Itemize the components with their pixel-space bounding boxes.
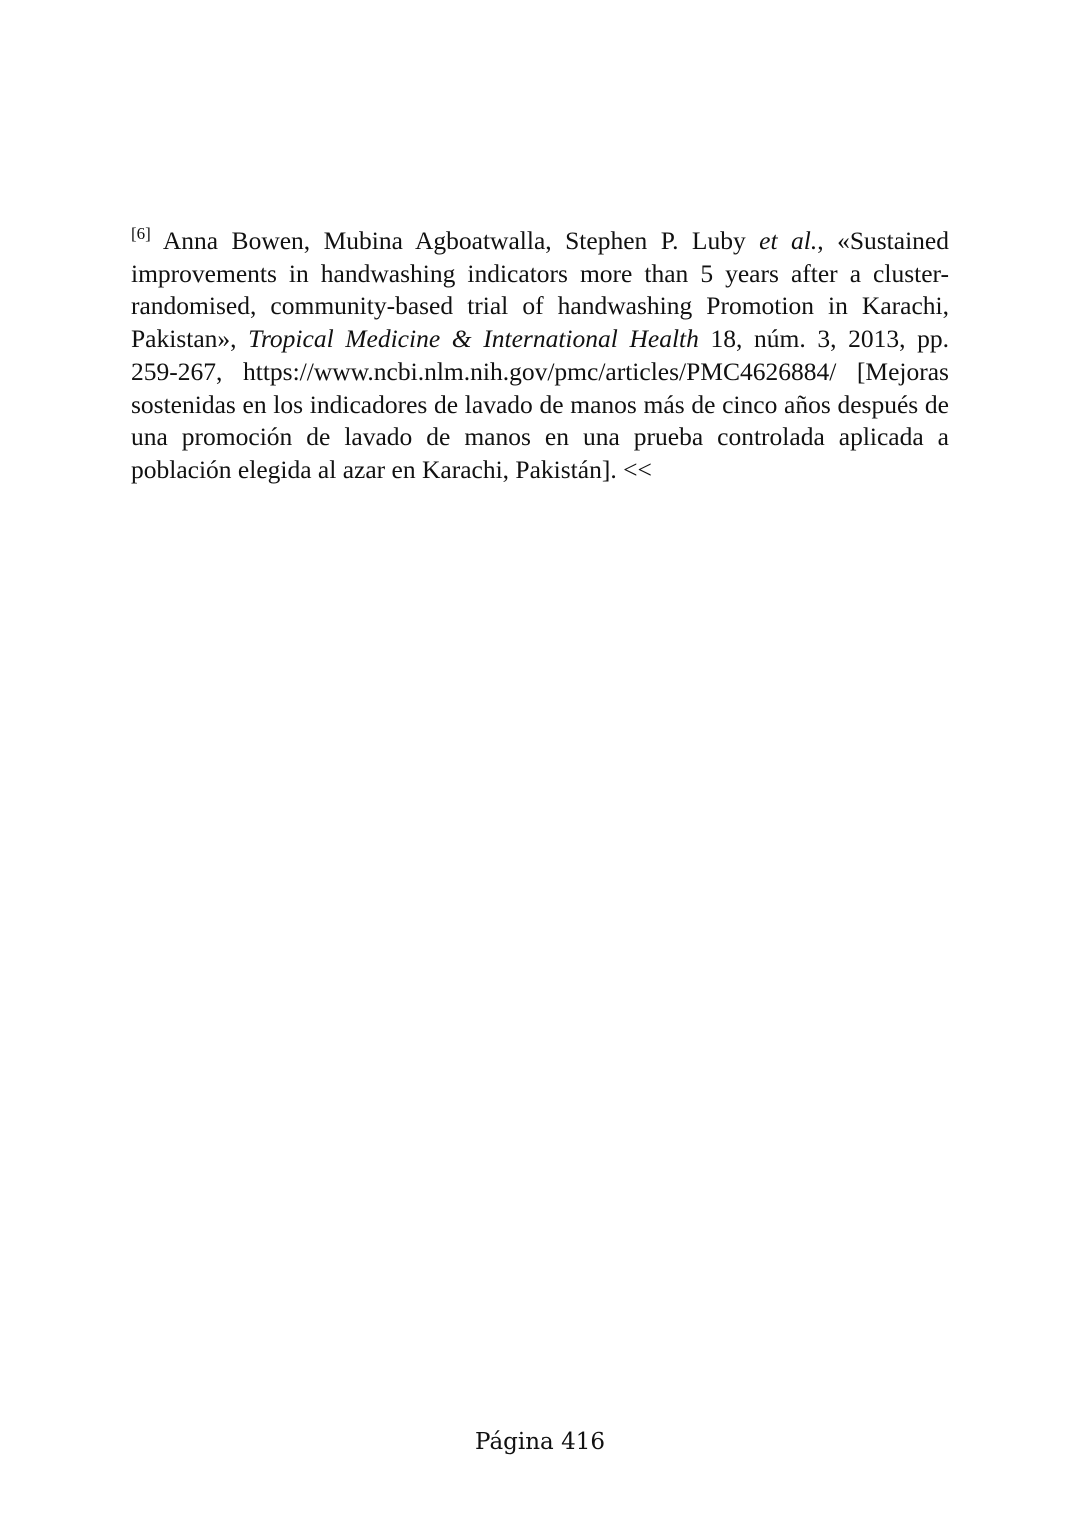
footnote-marker[interactable]: [6]: [131, 224, 151, 243]
publication-details: 18, núm. 3, 2013, pp. 259-267,: [131, 324, 949, 386]
journal-name: Tropical Medicine & International Health: [248, 324, 699, 354]
back-to-text-link[interactable]: <<: [623, 454, 652, 484]
article-url-link[interactable]: https://www.ncbi.nlm.nih.gov/pmc/articles/PMC4626884/: [242, 356, 837, 386]
footnote-authors: Anna Bowen, Mubina Agboatwalla, Stephen P. Luby: [150, 226, 760, 255]
footnote-6: [131, 225, 949, 487]
et-al: et al.: [759, 226, 818, 255]
article-title: , «Sustained improvements in handwashing indicators more than 5 years after a cluster-randomised, community-based trial of handwashing Promotion in Karachi, Pakistan»,: [131, 226, 949, 354]
page-number: Página 416: [475, 1429, 605, 1455]
spanish-translation: [Mejoras sostenidas en los indicadores de lavado de manos más de cinco años después de una promoción de lavado de manos en una prueba controlada aplicada a población elegida al azar en Karachi, Pakistán].: [131, 356, 949, 484]
